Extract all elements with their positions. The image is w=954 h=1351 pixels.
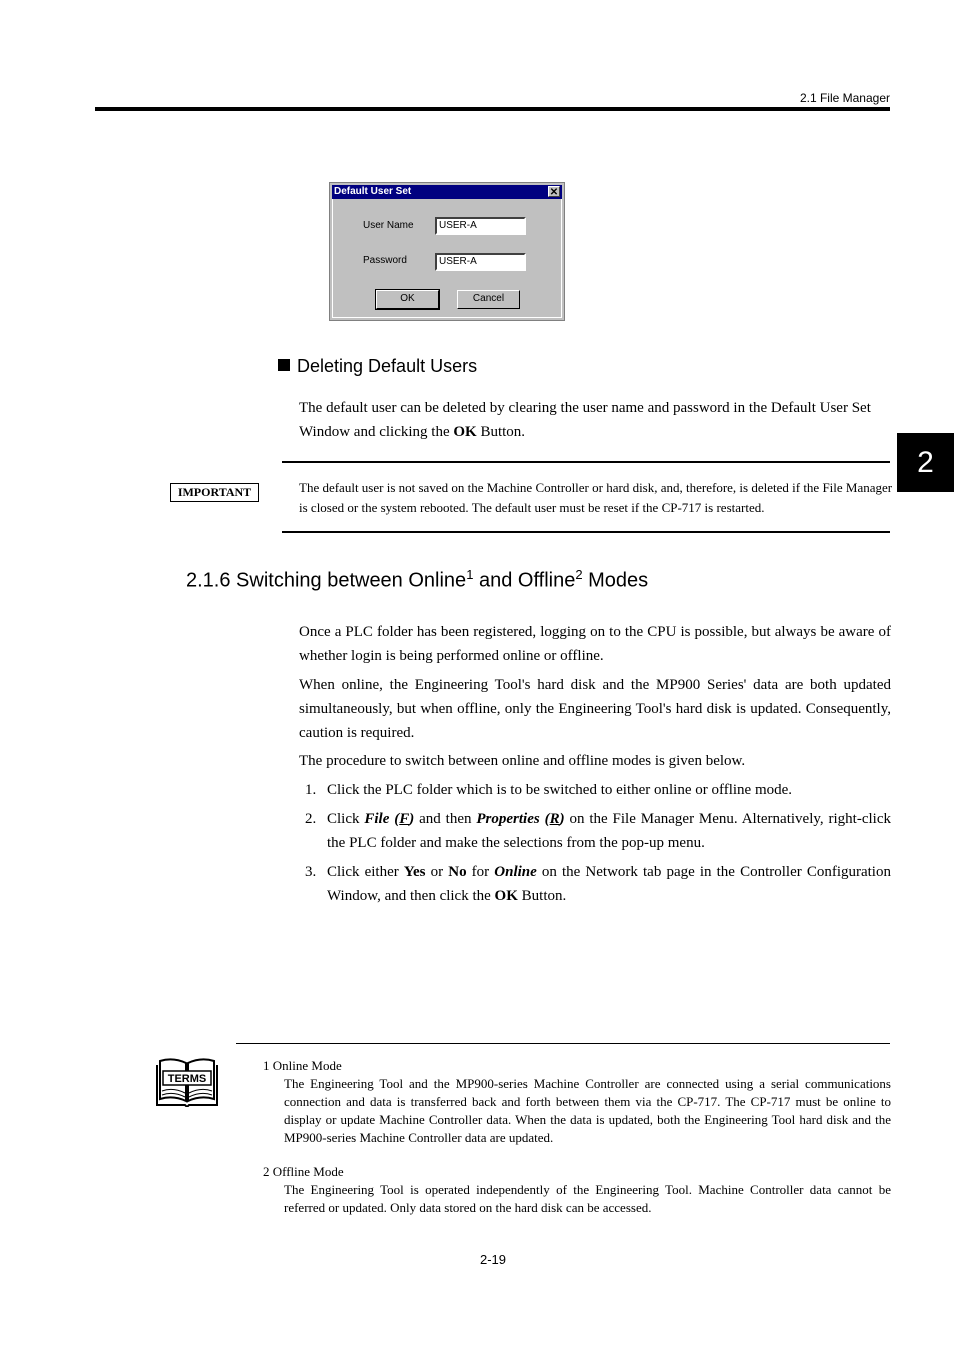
password-label: Password — [363, 255, 407, 266]
page-number: 2-19 — [479, 1252, 507, 1267]
list-item — [305, 778, 891, 802]
dialog-frame — [332, 185, 562, 318]
important-rule-bottom — [282, 531, 890, 533]
text-bold: No — [448, 864, 467, 880]
list-item — [305, 860, 891, 908]
text-bold: OK — [494, 888, 518, 904]
dialog-title: Default User Set — [334, 186, 412, 197]
square-bullet-icon — [278, 359, 290, 371]
text-run: Click — [327, 811, 365, 827]
title-text: 2.1.6 Switching between Online — [186, 569, 467, 592]
running-header: 2.1 File Manager — [799, 91, 890, 105]
step-number: 1. — [305, 782, 317, 798]
footnote-ref: 1 — [466, 567, 474, 582]
paragraph: Once a PLC folder has been registered, logging on to the CPU is possible, but always be aware of whether login is being performed online or offline. — [299, 624, 891, 664]
step-text: Click the PLC folder which is to be switched to either online or offline mode. — [327, 782, 793, 798]
text-run: The default user can be deleted by clearing the user name and password in the Default User Set Window and clicking the — [299, 400, 871, 440]
text-run: Click either — [327, 864, 404, 880]
paragraph: The procedure to switch between online and offline modes is given below. — [299, 753, 746, 769]
section-heading-text: Deleting Default Users — [297, 356, 478, 376]
list-item — [305, 807, 891, 855]
menu-key: F — [399, 811, 410, 827]
important-label: IMPORTANT — [170, 483, 259, 502]
important-text: The default user is not saved on the Machine Controller or hard disk, and, therefore, is deleted if the File Manager is closed or the system rebooted. The default user must be reset if the CP-717 is restarted. — [299, 480, 893, 515]
footnote-title: 2 Offline Mode — [263, 1164, 344, 1179]
paragraph: When online, the Engineering Tool's hard disk and the MP900 Series' data are both updated simultaneously, but when offline, only the Engineering Tool's hard disk is updated. Consequently, caution is required. — [299, 677, 891, 741]
terms-rule — [236, 1043, 890, 1044]
important-rule-top — [282, 461, 890, 463]
menu-ref: File ( — [364, 811, 400, 827]
menu-ref: Properties ( — [476, 811, 550, 827]
footnote-body: The Engineering Tool is operated independently of the Engineering Tool. Machine Controller data cannot be referred or updated. Only data stored on the hard disk can be accessed. — [284, 1182, 891, 1215]
user-name-label: User Name — [363, 220, 414, 231]
menu-ref: ) — [409, 811, 415, 827]
menu-key: R — [549, 811, 560, 827]
section-heading — [278, 356, 477, 377]
text-run: Button. — [517, 888, 567, 904]
terms-book-icon — [155, 1057, 219, 1112]
dialog-titlebar — [332, 185, 562, 199]
title-text: Modes — [582, 569, 649, 592]
password-field[interactable]: USER-A — [435, 253, 526, 271]
text-run: on the Network tab page in the Controller Configuration Window, and then click the — [327, 864, 891, 904]
text-bold-italic: Online — [494, 864, 537, 880]
title-text: and Offline — [473, 569, 576, 592]
close-icon[interactable]: ✕ — [549, 187, 559, 198]
header-rule — [95, 107, 890, 111]
footnote — [263, 1057, 891, 1147]
footnote-ref: 2 — [575, 567, 583, 582]
footnote — [263, 1163, 891, 1217]
text-run: or — [425, 864, 449, 880]
step-text — [327, 860, 891, 908]
text-run: Button. — [476, 424, 526, 440]
text-bold: OK — [453, 424, 477, 440]
text-run: and then — [414, 811, 477, 827]
text-run: on the File Manager Menu. Alternatively, right-click the PLC folder and make the selections from the pop-up menu. — [327, 811, 891, 851]
user-name-field[interactable]: USER-A — [435, 217, 526, 235]
subsection-title — [186, 567, 648, 593]
deleting-paragraph — [299, 396, 891, 444]
step-number: 3. — [305, 864, 317, 880]
terms-icon-label: TERMS — [167, 1073, 207, 1085]
cancel-button[interactable]: Cancel — [457, 290, 520, 309]
chapter-tab: 2 — [897, 433, 954, 492]
menu-ref: ) — [559, 811, 565, 827]
step-number: 2. — [305, 811, 317, 827]
text-run: for — [466, 864, 495, 880]
step-text — [327, 807, 891, 855]
text-bold: Yes — [403, 864, 426, 880]
ok-button[interactable]: OK — [376, 290, 439, 309]
footnote-title: 1 Online Mode — [263, 1058, 342, 1073]
default-user-set-dialog — [329, 182, 565, 321]
footnote-body: The Engineering Tool and the MP900-series Machine Controller are connected using a serial communications connection and data is transferred back and forth between them via the CP-717. The CP-717 must be online to display or update Machine Controller data. When the data is updated, both the Engineering Tool hard disk and the MP900-series Machine Controller data are updated. — [284, 1076, 891, 1145]
